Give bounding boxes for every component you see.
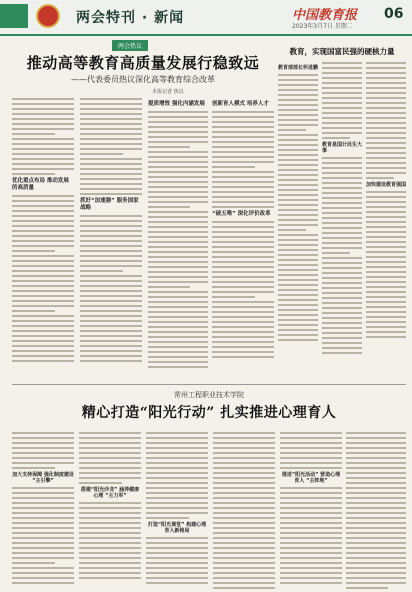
right-article xyxy=(278,40,406,380)
bottom-column-4 xyxy=(213,432,275,592)
bottom-article xyxy=(12,388,406,580)
main-subsection: 抓好“加速器” 服务国家战略 xyxy=(80,198,139,211)
bottom-column-2 xyxy=(79,432,141,582)
bottom-subsection: 加大支持保障 强化制度建设 “主引擎” xyxy=(12,472,74,484)
main-column-2 xyxy=(80,98,142,365)
page-number: 06 xyxy=(384,6,404,22)
bottom-column-5 xyxy=(280,432,342,587)
right-subsection: 教育是国计民生大事 xyxy=(322,142,363,154)
bottom-column-6 xyxy=(346,432,406,592)
right-column-3 xyxy=(366,62,406,341)
main-subsection: 创新育人模式 培养人才 xyxy=(212,101,269,107)
emblem-icon xyxy=(36,4,60,28)
main-subsection: 提质增效 强化内涵发展 xyxy=(148,101,205,107)
main-column-1 xyxy=(12,98,74,365)
main-subsection: “破五唯” 深化评价改革 xyxy=(212,211,271,217)
main-article xyxy=(12,40,274,380)
bottom-subsection: 打造“阳光课堂” 构建心理育人新格局 xyxy=(147,522,207,534)
masthead: 中国教育报 xyxy=(292,8,358,23)
main-column-3 xyxy=(148,98,208,371)
right-subsection: 加快建设教育强国 xyxy=(366,182,407,188)
section-title: 两会特刊 · 新闻 xyxy=(76,10,185,26)
right-article-title: 教育，实现国富民强的硬核力量 xyxy=(289,47,395,56)
right-column-2 xyxy=(322,62,362,357)
main-byline: 本报记者 焦以 xyxy=(152,89,184,95)
bottom-headline: 精心打造“阳光行动” 扎实推进心理育人 xyxy=(81,405,337,421)
bottom-column-1 xyxy=(12,432,74,587)
bottom-subsection: 推进“阳光活动” 营造心理育人 “主阵地” xyxy=(281,472,341,484)
dateline: 2023年3月7日 星期二 xyxy=(292,23,353,30)
main-subsection: 优化重点布局 推动发展的高质量 xyxy=(12,178,69,191)
bottom-subsection: 搭建“阳光沙龙” 涵养健康心理 “主力军” xyxy=(80,487,140,499)
main-headline: 推动高等教育高质量发展行稳致远 xyxy=(26,54,260,72)
main-column-4 xyxy=(212,98,274,361)
header-accent-bar xyxy=(0,4,28,28)
bottom-kicker: 常州工程职业技术学院 xyxy=(174,391,244,399)
main-subhead: ——代表委员热议深化高等教育综合改革 xyxy=(71,75,215,84)
bottom-column-3 xyxy=(146,432,208,587)
right-column-1 xyxy=(278,62,318,344)
main-kicker: 两会热议 xyxy=(112,40,148,51)
right-subsection: 教育部部长怀进鹏 xyxy=(278,65,319,71)
article-divider xyxy=(12,384,406,385)
page-header xyxy=(0,0,412,36)
